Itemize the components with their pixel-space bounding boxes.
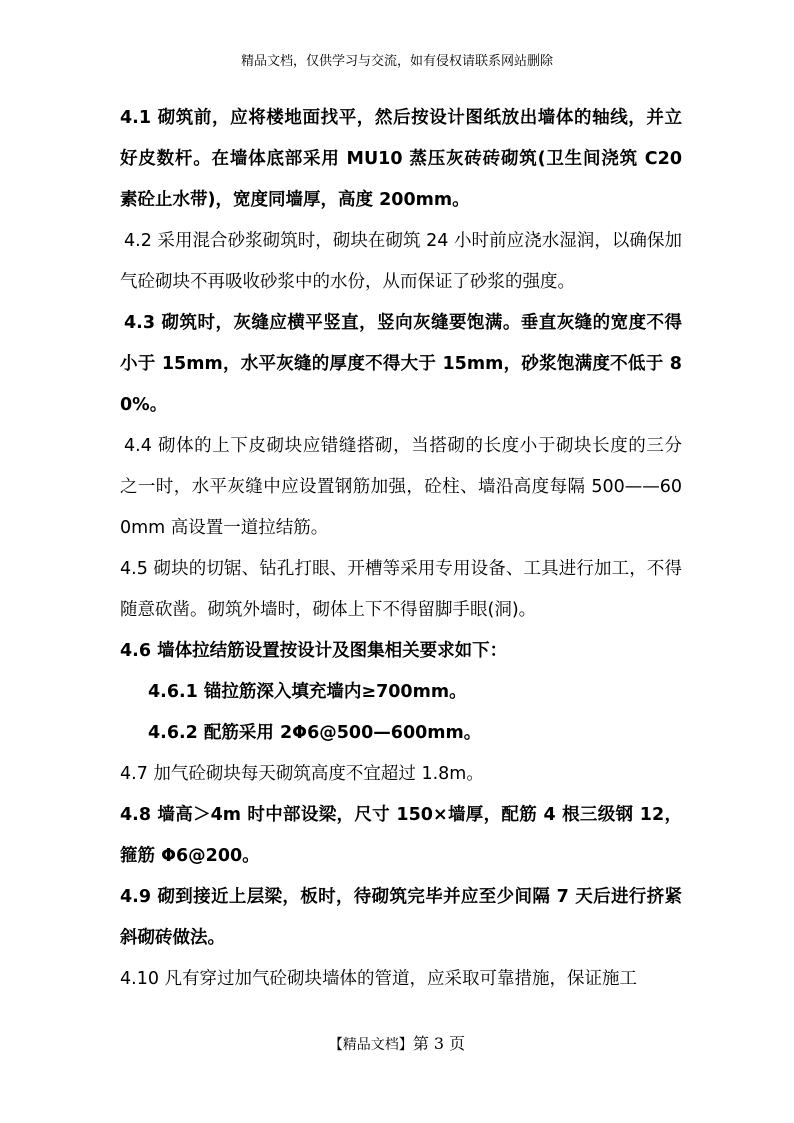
paragraph-4-9: 4.9 砌到接近上层梁，板时，待砌筑完毕并应至少间隔 7 天后进行挤紧斜砌砖做法。: [120, 887, 682, 948]
page-footer: [0, 1032, 794, 1057]
paragraph-4-1: 4.1 砌筑前，应将楼地面找平，然后按设计图纸放出墙体的轴线，并立好皮数杆。在墙体底部采用 MU10 蒸压灰砖砖砌筑(卫生间浇筑 C20 素砼止水带)，宽度同墙厚，高度 200mm。: [120, 108, 682, 210]
page-number: 第 3 页: [412, 1034, 466, 1053]
paragraph-4-3: 4.3 砌筑时，灰缝应横平竖直，竖向灰缝要饱满。垂直灰缝的宽度不得小于 15mm，水平灰缝的厚度不得大于 15mm，砂浆饱满度不低于 80%。: [120, 313, 682, 415]
paragraph-4-5: 4.5 砌块的切锯、钻孔打眼、开槽等采用专用设备、工具进行加工，不得随意砍凿。砌筑外墙时，砌体上下不得留脚手眼(洞)。: [120, 559, 682, 620]
paragraph-4-7: 4.7 加气砼砌块每天砌筑高度不宜超过 1.8m。: [120, 764, 484, 784]
paragraph-4-2: 4.2 采用混合砂浆砌筑时，砌块在砌筑 24 小时前应浇水湿润，以确保加气砼砌块不再吸收砂浆中的水份，从而保证了砂浆的强度。: [120, 231, 682, 292]
paragraph-4-4: 4.4 砌体的上下皮砌块应错缝搭砌，当搭砌的长度小于砌块长度的三分之一时，水平灰缝中应设置钢筋加强，砼柱、墙沿高度每隔 500——600mm 高设置一道拉结筋。: [120, 436, 682, 538]
paragraph-4-6-1: 4.6.1 锚拉筋深入填充墙内≥700mm。: [148, 682, 467, 702]
paragraph-4-6: 4.6 墙体拉结筋设置按设计及图集相关要求如下：: [120, 641, 508, 661]
paragraph-4-10: 4.10 凡有穿过加气砼砌块墙体的管道，应采取可靠措施，保证施工: [120, 969, 638, 989]
footer-label: 【精品文档】: [328, 1037, 413, 1053]
paragraph-4-8: 4.8 墙高＞4m 时中部设梁，尺寸 150×墙厚，配筋 4 根三级钢 12，箍筋 Φ6@200。: [120, 805, 682, 866]
document-body: [120, 98, 682, 1000]
paragraph-4-6-2: 4.6.2 配筋采用 2Φ6@500—600mm。: [148, 723, 482, 743]
page-header: 精品文档，仅供学习与交流，如有侵权请联系网站删除: [240, 54, 553, 69]
